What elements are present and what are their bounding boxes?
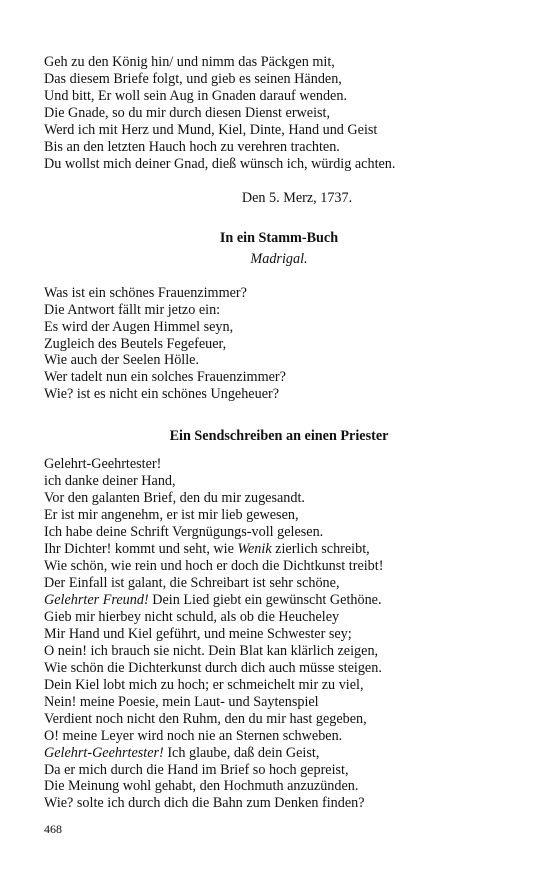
verse-line: Was ist ein schönes Frauenzimmer? — [44, 284, 247, 301]
verse-line: Gelehrt-Geehrtester! — [44, 456, 162, 473]
verse-line: Die Antwort fällt mir jetzo ein: — [44, 301, 221, 318]
verse-italic-text: Gelehrt-Geehrtester! — [44, 744, 164, 761]
sendschreiben-poem — [44, 456, 514, 812]
verse-line: Dein Kiel lobt mich zu hoch; er schmeichelt mir zu viel, — [44, 676, 364, 693]
verse-line: Mir Hand und Kiel geführt, und meine Schwester sey; — [44, 625, 352, 642]
verse-line: O nein! ich brauch sie nicht. Dein Blat kan klärlich zeigen, — [44, 642, 379, 659]
stammbuch-title: In ein Stamm-Buch — [219, 229, 339, 246]
stammbuch-subtitle: Madrigal. — [250, 250, 308, 267]
verse-line: Werd ich mit Herz und Mund, Kiel, Dinte, Hand und Geist — [44, 121, 378, 138]
verse-text: Ihr Dichter! kommt und seht, wie — [44, 541, 238, 558]
verse-line: Die Gnade, so du mir durch diesen Dienst erweist, — [44, 104, 331, 121]
verse-line: Wie schön die Dichterkunst durch dich auch müsse steigen. — [44, 659, 382, 676]
verse-line: Nein! meine Poesie, mein Laut- und Saytenspiel — [44, 693, 319, 710]
page-body — [44, 54, 514, 812]
verse-line: Es wird der Augen Himmel seyn, — [44, 318, 234, 335]
verse-text: Ich glaube, daß dein Geist, — [163, 744, 320, 761]
verse-line: Das diesem Briefe folgt, und gieb es seinen Händen, — [44, 70, 342, 87]
page-number: 468 — [44, 822, 62, 836]
verse-line: ich danke deiner Hand, — [44, 473, 176, 490]
verse-line: Wer tadelt nun ein solches Frauenzimmer? — [44, 369, 286, 386]
verse-line: Wie? ist es nicht ein schönes Ungeheuer? — [44, 386, 280, 403]
verse-line: Der Einfall ist galant, die Schreibart ist sehr schöne, — [44, 575, 340, 592]
verse-line: Verdient noch nicht den Ruhm, den du mir hast gegeben, — [44, 710, 367, 727]
stammbuch-poem — [44, 285, 514, 404]
verse-line: Wie schön, wie rein und hoch er doch die Dichtkunst treibt! — [44, 558, 384, 575]
verse-text: Dein Lied giebt ein gewünscht Gethöne. — [148, 591, 382, 608]
verse-line: Zugleich des Beutels Fegefeuer, — [44, 335, 227, 352]
verse-italic-text: Wenik — [237, 541, 272, 558]
date-line: Den 5. Merz, 1737. — [241, 189, 353, 206]
verse-line — [44, 592, 514, 609]
verse-line — [44, 541, 514, 558]
verse-text: zierlich schreibt, — [271, 541, 370, 558]
verse-line: Bis an den letzten Hauch hoch zu verehren trachten. — [44, 138, 340, 155]
verse-line: Er ist mir angenehm, er ist mir lieb gewesen, — [44, 507, 299, 524]
verse-line: Vor den galanten Brief, den du mir zugesandt. — [44, 490, 305, 507]
verse-line: Da er mich durch die Hand im Brief so hoch gepreist, — [44, 761, 349, 778]
verse-line — [44, 745, 514, 762]
verse-line: Ich habe deine Schrift Vergnügungs-voll gelesen. — [44, 524, 324, 541]
sendschreiben-title: Ein Sendschreiben an einen Priester — [169, 428, 389, 445]
verse-line: Gieb mir hierbey nicht schuld, als ob die Heucheley — [44, 608, 340, 625]
verse-line: Wie auch der Seelen Hölle. — [44, 352, 200, 369]
verse-line: Geh zu den König hin/ und nimm das Päckgen mit, — [44, 54, 335, 70]
verse-line: Die Meinung wohl gehabt, den Hochmuth anzuzünden. — [44, 778, 359, 795]
top-poem — [44, 54, 514, 173]
verse-italic-text: Gelehrter Freund! — [44, 591, 149, 608]
verse-line: O! meine Leyer wird noch nie an Sternen schweben. — [44, 727, 343, 744]
verse-line: Und bitt, Er woll sein Aug in Gnaden darauf wenden. — [44, 87, 347, 104]
verse-line: Du wollst mich deiner Gnad, dieß wünsch ich, würdig achten. — [44, 155, 396, 172]
verse-line: Wie? solte ich durch dich die Bahn zum Denken finden? — [44, 795, 365, 812]
